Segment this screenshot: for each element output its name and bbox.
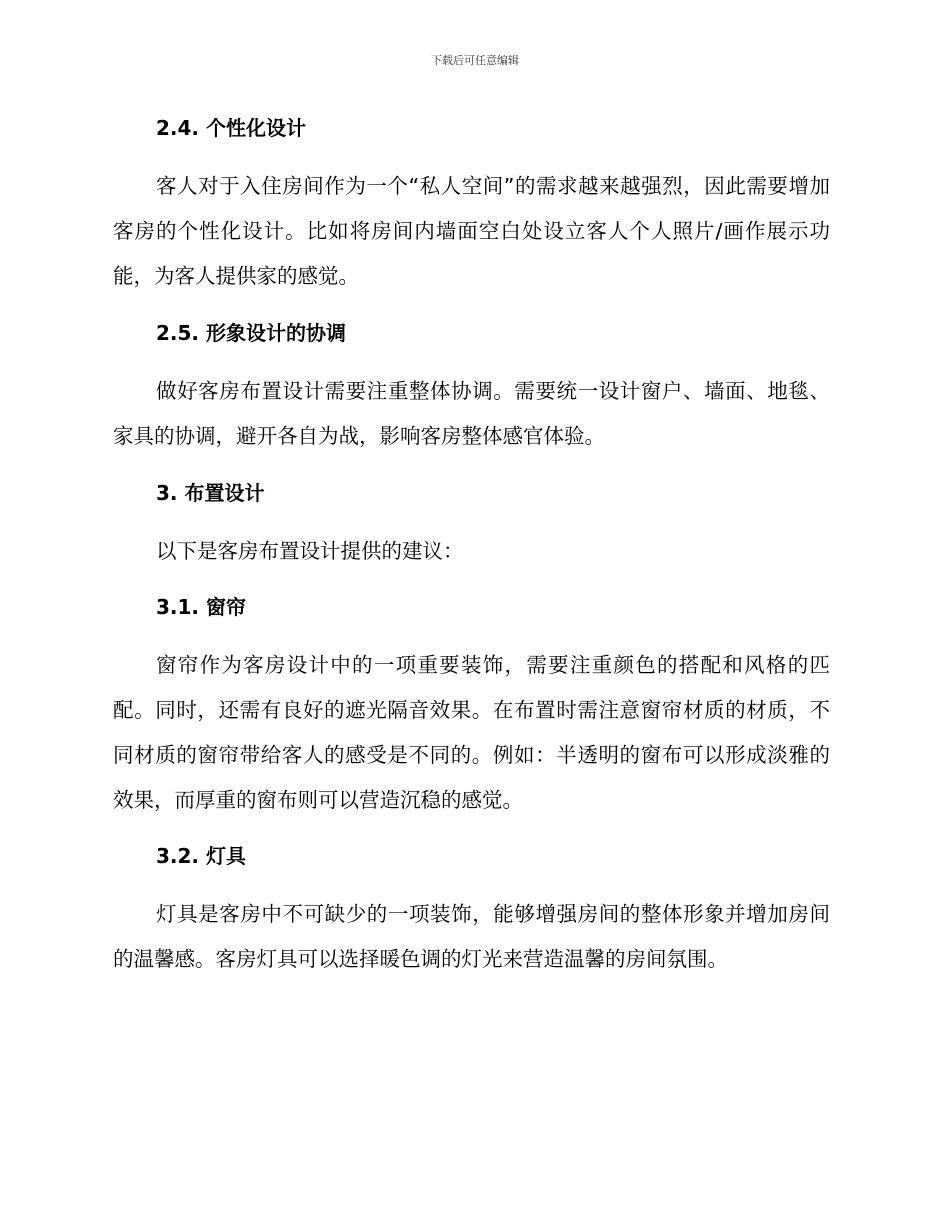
section-heading-3-2: 3.2. 灯具 — [156, 844, 246, 868]
section-paragraph-3: 以下是客房布置设计提供的建议： — [156, 539, 464, 563]
section-paragraph-2-4: 客人对于入住房间作为一个“私人空间”的需求越来越强烈，因此需要增加客房的个性化设计。比如将房间内墙面空白处设立客人个人照片/画作展示功能，为客人提供家的感觉。 — [113, 174, 830, 288]
section-paragraph-3-1: 窗帘作为客房设计中的一项重要装饰，需要注重颜色的搭配和风格的匹配。同时，还需有良好的遮光隔音效果。在布置时需注意窗帘材质的材质，不同材质的窗帘带给客人的感受是不同的。例如：半透明的窗布可以形成淡雅的效果，而厚重的窗布则可以营造沉稳的感觉。 — [113, 653, 830, 812]
section-heading-2-5: 2.5. 形象设计的协调 — [156, 321, 346, 345]
section-paragraph-3-2: 灯具是客房中不可缺少的一项装饰，能够增强房间的整体形象并增加房间的温馨感。客房灯具可以选择暖色调的灯光来营造温馨的房间氛围。 — [113, 902, 830, 971]
section-paragraph-2-5: 做好客房布置设计需要注重整体协调。需要统一设计窗户、墙面、地毯、家具的协调，避开各自为战，影响客房整体感官体验。 — [113, 379, 830, 448]
section-heading-3-1: 3.1. 窗帘 — [156, 595, 246, 619]
section-heading-3: 3. 布置设计 — [156, 481, 265, 505]
header-note: 下载后可任意编辑 — [431, 54, 519, 67]
section-heading-2-4: 2.4. 个性化设计 — [156, 116, 306, 140]
